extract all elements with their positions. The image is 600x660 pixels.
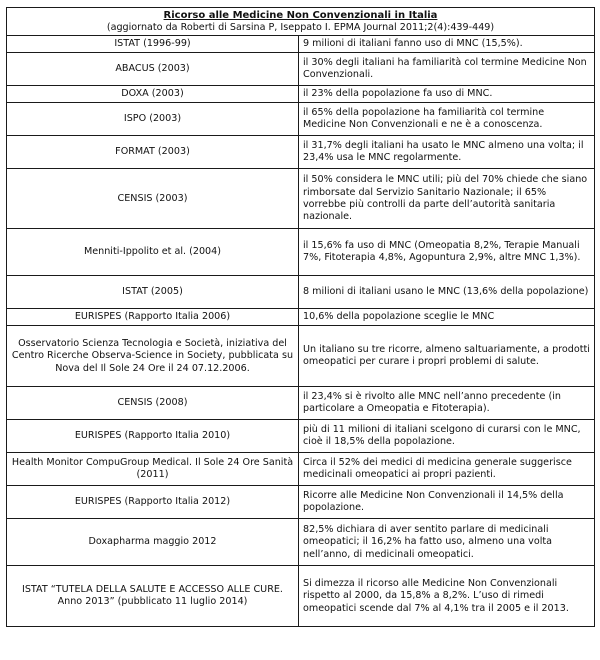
source-cell: CENSIS (2008) — [7, 387, 299, 420]
finding-cell: più di 11 milioni di italiani scelgono di curarsi con le MNC, cioè il 18,5% della popolazione. — [299, 420, 595, 453]
source-cell: Doxapharma maggio 2012 — [7, 519, 299, 566]
finding-cell: 8 milioni di italiani usano le MNC (13,6% della popolazione) — [299, 276, 595, 309]
table-row — [7, 86, 595, 103]
table-row — [7, 229, 595, 276]
source-cell: DOXA (2003) — [7, 86, 299, 103]
table-title-row — [7, 8, 595, 36]
finding-cell: il 23,4% si è rivolto alle MNC nell’anno precedente (in particolare a Omeopatia e Fitoterapia). — [299, 387, 595, 420]
finding-cell: Circa il 52% dei medici di medicina generale suggerisce medicinali omeopatici ai propri pazienti. — [299, 453, 595, 486]
table-row — [7, 103, 595, 136]
table-row — [7, 53, 595, 86]
source-cell: ISTAT (1996-99) — [7, 36, 299, 53]
source-cell: Osservatorio Scienza Tecnologia e Società, iniziativa del Centro Ricerche Observa-Science in Society, pubblicata su Nova del Il Sole 24 Ore il 24 07.12.2006. — [7, 326, 299, 387]
source-cell: EURISPES (Rapporto Italia 2010) — [7, 420, 299, 453]
table-row — [7, 309, 595, 326]
finding-cell: il 30% degli italiani ha familiarità col termine Medicine Non Convenzionali. — [299, 53, 595, 86]
source-cell: EURISPES (Rapporto Italia 2006) — [7, 309, 299, 326]
finding-cell: il 65% della popolazione ha familiarità col termine Medicine Non Convenzionali e ne è a conoscenza. — [299, 103, 595, 136]
source-cell: ABACUS (2003) — [7, 53, 299, 86]
source-cell: Health Monitor CompuGroup Medical. Il Sole 24 Ore Sanità (2011) — [7, 453, 299, 486]
finding-cell: 10,6% della popolazione sceglie le MNC — [299, 309, 595, 326]
finding-cell: il 15,6% fa uso di MNC (Omeopatia 8,2%, Terapie Manuali 7%, Fitoterapia 4,8%, Agopuntura 2,9%, altre MNC 1,3%). — [299, 229, 595, 276]
finding-cell: Ricorre alle Medicine Non Convenzionali il 14,5% della popolazione. — [299, 486, 595, 519]
finding-cell: 9 milioni di italiani fanno uso di MNC (15,5%). — [299, 36, 595, 53]
table-row — [7, 136, 595, 169]
table-title-cell — [7, 8, 595, 36]
survey-table — [6, 7, 595, 627]
table-row — [7, 566, 595, 627]
table-row — [7, 420, 595, 453]
table-row — [7, 36, 595, 53]
table-row — [7, 453, 595, 486]
source-cell: FORMAT (2003) — [7, 136, 299, 169]
finding-cell: Si dimezza il ricorso alle Medicine Non Convenzionali rispetto al 2000, da 15,8% a 8,2%. L’uso di rimedi omeopatici scende dal 7% al 4,1% tra il 2005 e il 2013. — [299, 566, 595, 627]
finding-cell: il 31,7% degli italiani ha usato le MNC almeno una volta; il 23,4% usa le MNC regolarmente. — [299, 136, 595, 169]
table-subtitle: (aggiornato da Roberti di Sarsina P, Iseppato I. EPMA Journal 2011;2(4):439-449) — [106, 22, 495, 33]
finding-cell: 82,5% dichiara di aver sentito parlare di medicinali omeopatici; il 16,2% ha fatto uso, almeno una volta nell’anno, di medicinali omeopatici. — [299, 519, 595, 566]
finding-cell: Un italiano su tre ricorre, almeno saltuariamente, a prodotti omeopatici per curare i propri problemi di salute. — [299, 326, 595, 387]
source-cell: ISTAT (2005) — [7, 276, 299, 309]
table-row — [7, 169, 595, 229]
source-cell: ISTAT “TUTELA DELLA SALUTE E ACCESSO ALLE CURE. Anno 2013” (pubblicato 11 luglio 2014) — [7, 566, 299, 627]
finding-cell: il 23% della popolazione fa uso di MNC. — [299, 86, 595, 103]
source-cell: Menniti-Ippolito et al. (2004) — [7, 229, 299, 276]
source-cell: ISPO (2003) — [7, 103, 299, 136]
table-row — [7, 276, 595, 309]
table-title: Ricorso alle Medicine Non Convenzionali in Italia — [163, 10, 438, 21]
finding-cell: il 50% considera le MNC utili; più del 70% chiede che siano rimborsate dal Servizio Sanitario Nazionale; il 65% vorrebbe più controlli da parte dell’autorità sanitaria nazionale. — [299, 169, 595, 229]
table-row — [7, 387, 595, 420]
source-cell: EURISPES (Rapporto Italia 2012) — [7, 486, 299, 519]
table-row — [7, 519, 595, 566]
table-row — [7, 486, 595, 519]
source-cell: CENSIS (2003) — [7, 169, 299, 229]
table-row — [7, 326, 595, 387]
